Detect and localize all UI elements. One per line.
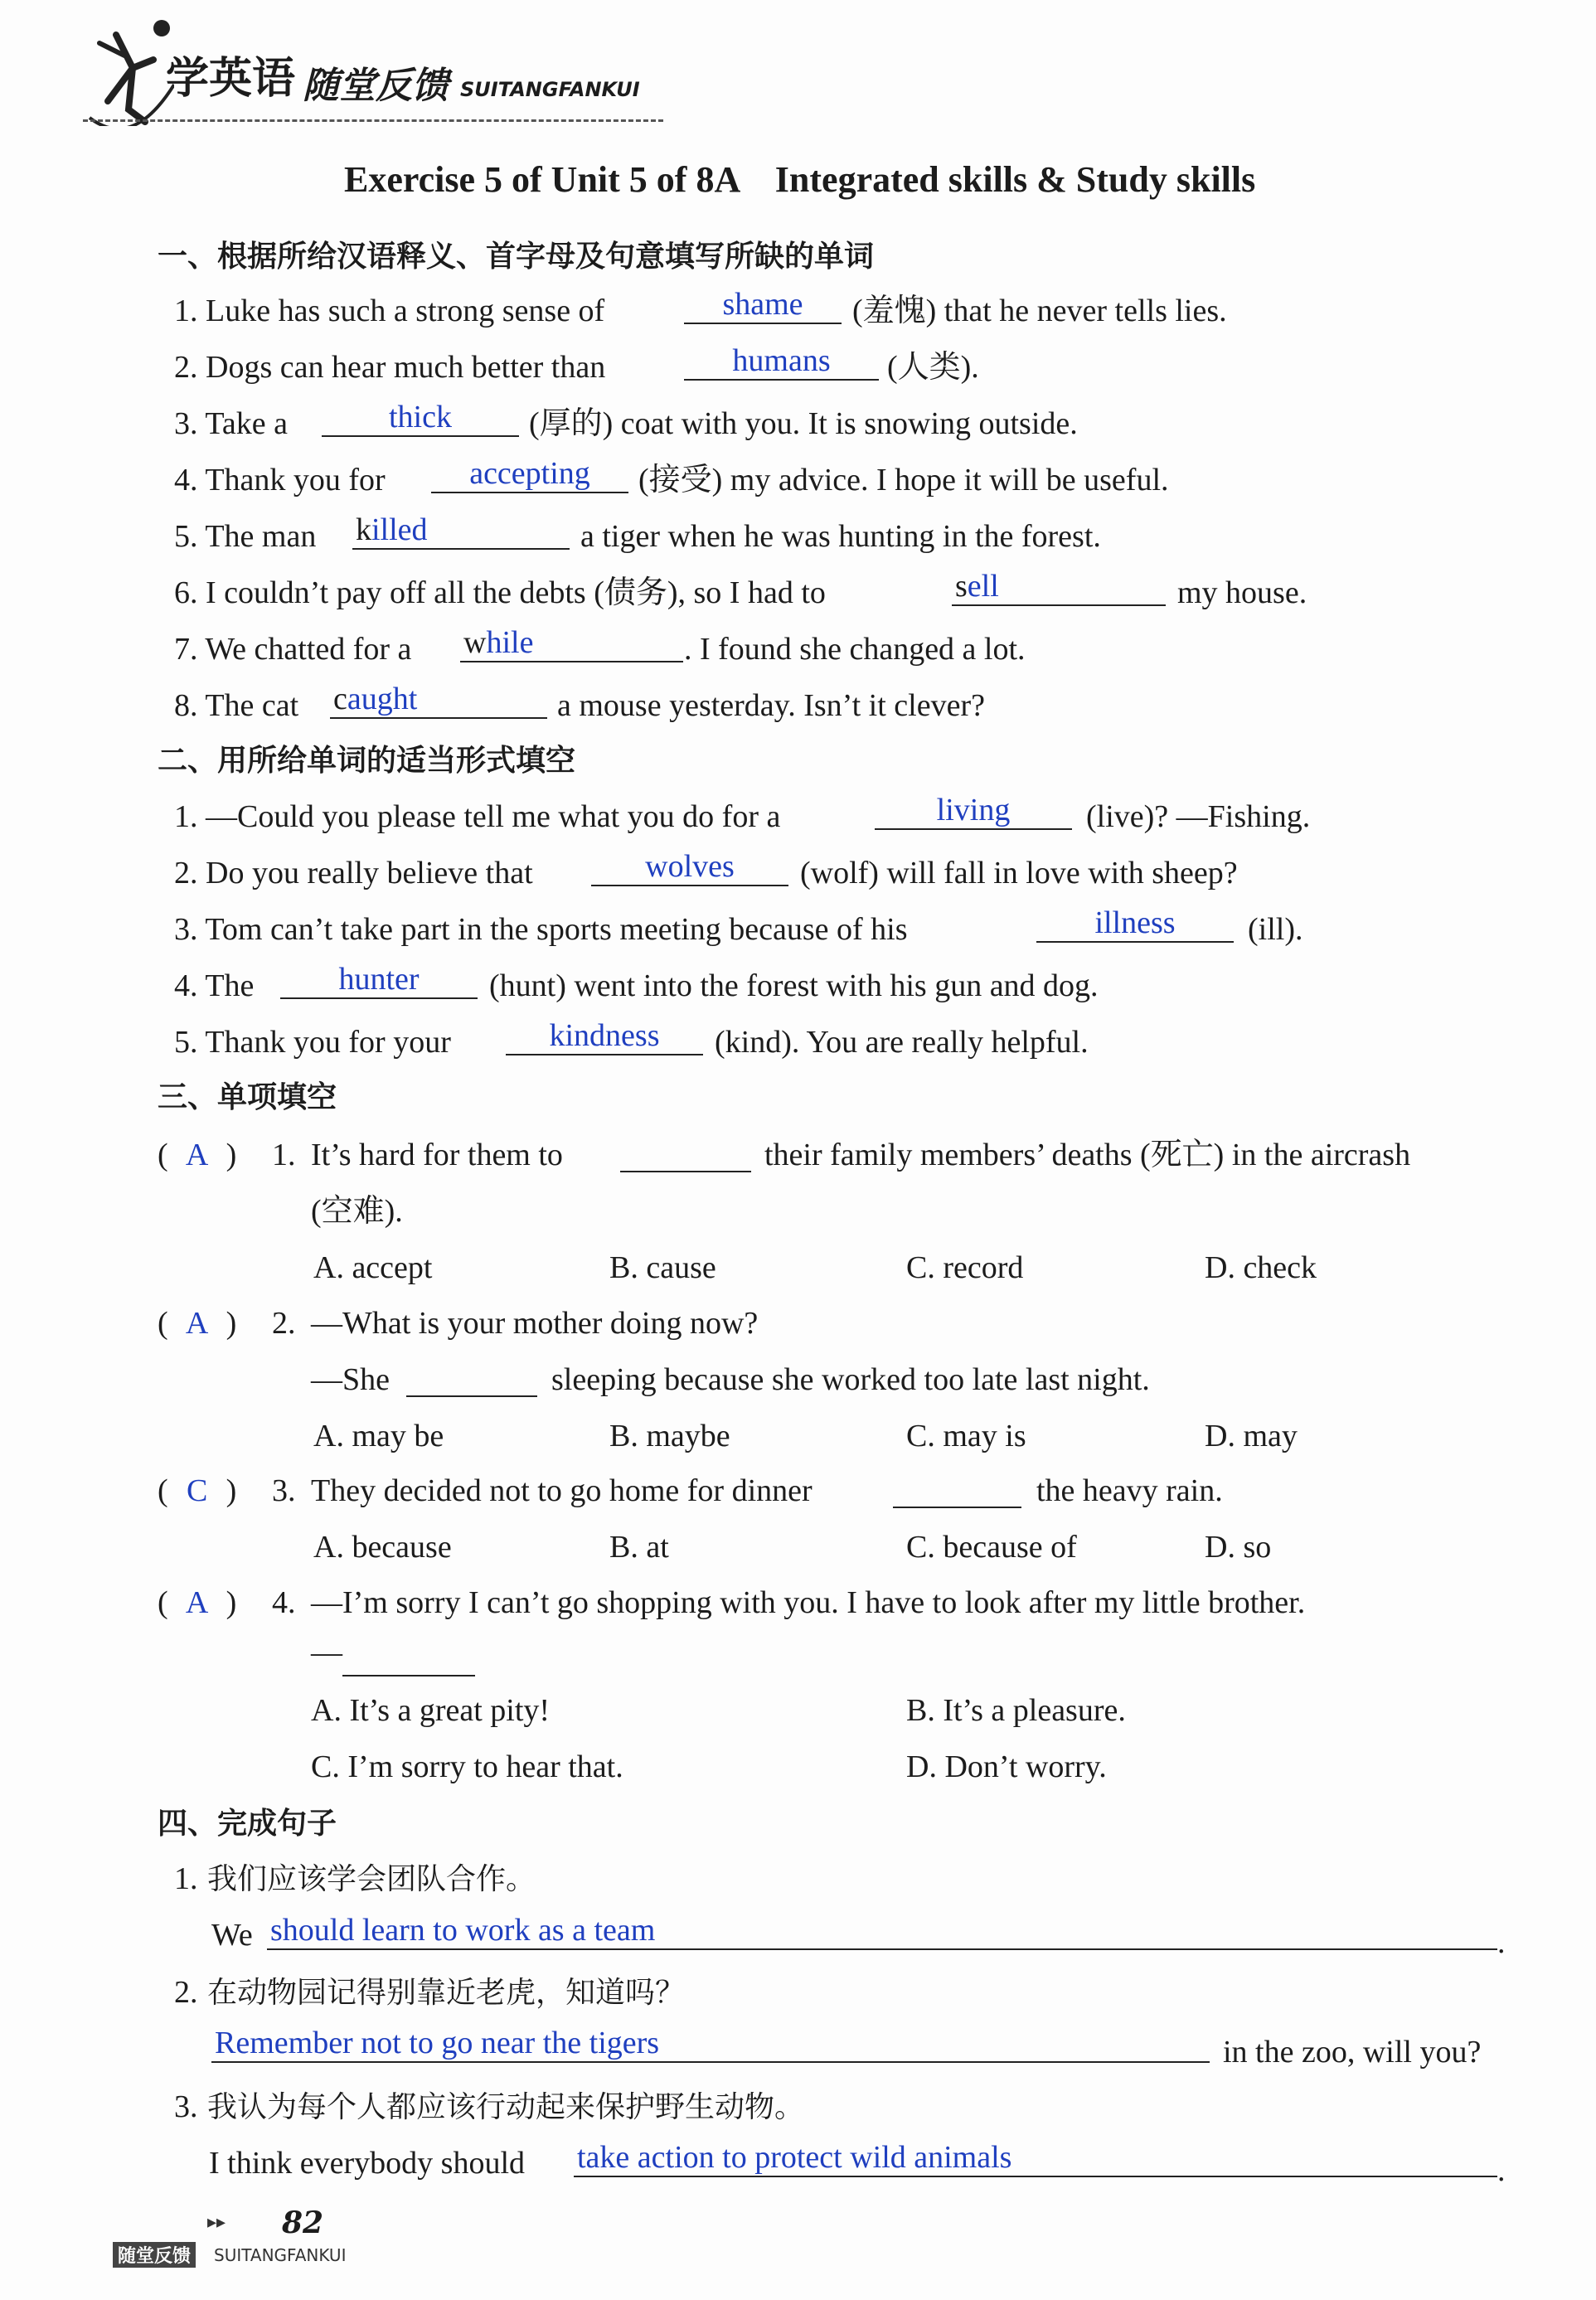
s2-post-2: (wolf) will fall in love with sheep? <box>800 856 1238 890</box>
s2-item-2: 2. Do you really believe that <box>174 856 533 890</box>
s1-item-1: 1. Luke has such a strong sense of <box>174 294 605 328</box>
s1-post-3: (厚的) coat with you. It is snowing outside. <box>529 406 1078 441</box>
s3-q4-option-b[interactable]: B. It’s a pleasure. <box>906 1693 1126 1728</box>
s1-post-6: my house. <box>1177 575 1307 610</box>
s1-answer-4[interactable]: accepting <box>431 455 628 493</box>
s2-answer-3[interactable]: illness <box>1036 905 1234 943</box>
s3-answer-paren-1: ( A ) <box>158 1138 237 1172</box>
s2-post-3: (ill). <box>1248 912 1303 947</box>
s3-q1-option-c[interactable]: C. record <box>906 1250 1024 1285</box>
s1-answer-5[interactable]: killed <box>352 512 570 550</box>
s3-q1-option-a[interactable]: A. accept <box>313 1250 433 1285</box>
s1-item-5: 5. The man <box>174 519 317 554</box>
s2-item-3: 3. Tom can’t take part in the sports meeting because of his <box>174 912 908 947</box>
s2-post-4: (hunt) went into the forest with his gun and dog. <box>489 968 1099 1003</box>
s1-post-4: (接受) my advice. I hope it will be useful. <box>638 463 1169 497</box>
s3-q4-blank[interactable] <box>342 1642 475 1676</box>
s2-answer-4[interactable]: hunter <box>280 961 478 999</box>
s2-item-1: 1. —Could you please tell me what you do for a <box>174 799 781 834</box>
footer <box>108 2205 439 2272</box>
section2-heading: 二、用所给单词的适当形式填空 <box>158 744 576 778</box>
s3-q2-option-a[interactable]: A. may be <box>313 1419 444 1453</box>
brand-cn2: 随堂反馈 <box>303 65 449 107</box>
section4-heading: 四、完成句子 <box>158 1807 337 1841</box>
s2-post-5: (kind). You are really helpful. <box>715 1025 1089 1060</box>
s3-q2-blank[interactable] <box>406 1362 537 1397</box>
s3-answer-paren-3: ( C ) <box>158 1473 237 1508</box>
s1-item-6: 6. I couldn’t pay off all the debts (债务), so I had to <box>174 575 826 610</box>
s3-answer-paren-4: ( A ) <box>158 1585 237 1620</box>
s4-item-3-cn: 3. 我认为每个人都应该行动起来保护野生动物。 <box>174 2089 804 2124</box>
s3-q1-text-b: their family members’ deaths (死亡) in the aircrash <box>764 1138 1411 1172</box>
footer-tag-cn: 随堂反馈 <box>113 2242 196 2268</box>
s4-answer-1[interactable]: should learn to work as a team <box>267 1912 1497 1950</box>
s1-answer-6[interactable]: sell <box>952 568 1166 606</box>
s4-post-3: . <box>1497 2153 1506 2188</box>
s2-item-4: 4. The <box>174 968 255 1003</box>
runner-icon <box>83 18 174 126</box>
s1-item-7: 7. We chatted for a <box>174 632 412 667</box>
footer-tag-en: SUITANGFANKUI <box>214 2245 347 2265</box>
s3-q4-text-a: —I’m sorry I can’t go shopping with you. I have to look after my little brother. <box>311 1585 1306 1620</box>
s1-post-5: a tiger when he was hunting in the forest. <box>580 519 1101 554</box>
s3-q4-dash: — <box>311 1635 342 1670</box>
s4-item-1-cn: 1. 我们应该学会团队合作。 <box>174 1861 536 1896</box>
s4-answer-2[interactable]: Remember not to go near the tigers <box>211 2025 1210 2063</box>
s4-item-2-cn: 2. 在动物园记得别靠近老虎，知道吗？ <box>174 1975 685 2010</box>
s4-item-3-pre: I think everybody should <box>209 2146 526 2181</box>
s1-answer-8[interactable]: caught <box>330 681 547 719</box>
s3-q4-num: 4. <box>272 1585 296 1620</box>
s2-answer-2[interactable]: wolves <box>591 848 788 886</box>
s3-q1-text-a: It’s hard for them to <box>311 1138 563 1172</box>
s3-q3-option-c[interactable]: C. because of <box>906 1530 1077 1565</box>
page-number: 82 <box>282 2205 324 2240</box>
s3-q2-option-d[interactable]: D. may <box>1205 1419 1298 1453</box>
section3-heading: 三、单项填空 <box>158 1080 337 1114</box>
s3-q2-option-b[interactable]: B. maybe <box>609 1419 730 1453</box>
s1-answer-1[interactable]: shame <box>684 286 842 324</box>
s3-answer-3: C <box>186 1473 208 1508</box>
s3-q3-option-a[interactable]: A. because <box>313 1530 452 1565</box>
s1-post-2: (人类). <box>887 350 979 385</box>
s3-q2-option-c[interactable]: C. may is <box>906 1419 1026 1453</box>
s4-post-1: . <box>1497 1925 1506 1960</box>
s1-answer-3[interactable]: thick <box>322 399 519 437</box>
s3-q3-option-b[interactable]: B. at <box>609 1530 669 1565</box>
s3-q3-text-a: They decided not to go home for dinner <box>311 1473 813 1508</box>
footer-arrows-icon: ▸▸ <box>207 2212 226 2233</box>
s3-q3-option-d[interactable]: D. so <box>1205 1530 1272 1565</box>
page-title: Exercise 5 of Unit 5 of 8A Integrated skills & Study skills <box>344 159 1256 200</box>
header-dashed-line <box>83 119 663 122</box>
s3-answer-paren-2: ( A ) <box>158 1306 237 1341</box>
s3-q2-num: 2. <box>272 1306 296 1341</box>
s1-post-7: . I found she changed a lot. <box>684 632 1026 667</box>
brand-en: SUITANGFANKUI <box>460 78 640 101</box>
s3-q4-option-c[interactable]: C. I’m sorry to hear that. <box>311 1749 623 1784</box>
s1-item-8: 8. The cat <box>174 688 299 723</box>
brand-cn: 学英语 <box>166 54 296 104</box>
s4-post-2: in the zoo, will you? <box>1223 2035 1482 2070</box>
s1-item-2: 2. Dogs can hear much better than <box>174 350 606 385</box>
s3-answer-1: A <box>185 1138 209 1172</box>
s3-q2-text-b: —She <box>311 1362 390 1397</box>
s2-answer-1[interactable]: living <box>875 792 1072 830</box>
s2-item-5: 5. Thank you for your <box>174 1025 451 1060</box>
s1-answer-2[interactable]: humans <box>684 342 879 381</box>
s3-q4-option-a[interactable]: A. It’s a great pity! <box>311 1693 551 1728</box>
s3-q3-num: 3. <box>272 1473 296 1508</box>
s3-q1-text-c: (空难). <box>311 1194 403 1229</box>
s2-post-1: (live)? —Fishing. <box>1086 799 1311 834</box>
s3-q1-option-b[interactable]: B. cause <box>609 1250 716 1285</box>
s3-q2-text-a: —What is your mother doing now? <box>311 1306 759 1341</box>
s3-answer-2: A <box>185 1306 209 1341</box>
s3-q1-num: 1. <box>272 1138 296 1172</box>
s3-q2-text-c: sleeping because she worked too late last night. <box>551 1362 1150 1397</box>
s3-q4-option-d[interactable]: D. Don’t worry. <box>906 1749 1107 1784</box>
s1-item-3: 3. Take a <box>174 406 288 441</box>
s3-q3-text-b: the heavy rain. <box>1036 1473 1223 1508</box>
section1-heading: 一、根据所给汉语释义、首字母及句意填写所缺的单词 <box>158 240 875 274</box>
header-logo <box>83 18 663 126</box>
s3-q3-blank[interactable] <box>893 1473 1021 1508</box>
s3-q1-blank[interactable] <box>620 1138 751 1172</box>
s3-q1-option-d[interactable]: D. check <box>1205 1250 1317 1285</box>
s1-post-8: a mouse yesterday. Isn’t it clever? <box>557 688 985 723</box>
s3-answer-4: A <box>185 1585 209 1620</box>
s1-item-4: 4. Thank you for <box>174 463 386 497</box>
s4-item-1-pre: We <box>211 1918 253 1953</box>
s2-answer-5[interactable]: kindness <box>506 1017 703 1055</box>
s4-answer-3[interactable]: take action to protect wild animals <box>574 2139 1497 2177</box>
s1-post-1: (羞愧) that he never tells lies. <box>852 294 1227 328</box>
s1-answer-7[interactable]: while <box>460 624 683 662</box>
